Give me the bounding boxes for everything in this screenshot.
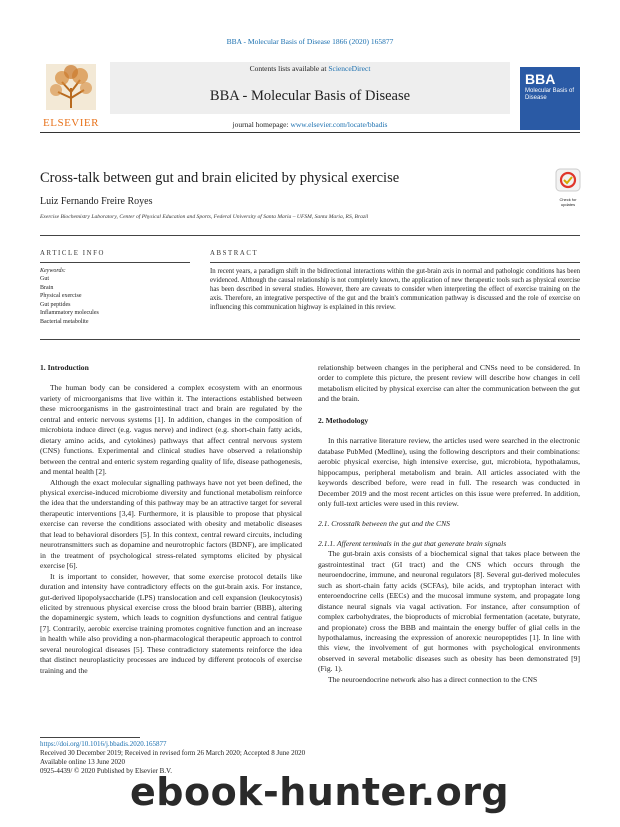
divider: [210, 262, 580, 263]
cover-title: BBA: [525, 71, 556, 87]
divider: [40, 235, 580, 236]
homepage-prefix: journal homepage:: [232, 120, 291, 129]
footnote-divider: [40, 737, 140, 738]
keyword: Brain: [40, 284, 54, 291]
copyright: 0925-4439/ © 2020 Published by Elsevier B.V.: [40, 767, 172, 775]
author-name: Luiz Fernando Freire Royes: [40, 196, 153, 207]
paragraph: Although the exact molecular signalling pathways have not yet been defined, the physical exercise-induced microbiome diversity and functional metabolism reinforce the idea that the understanding of this pathway may be an attractive target for several therapeutic interventions [3,4]. Furthermore, it is plausible to propose that physical exercise can reverse the conditions associated with obesity and metabolic diseases that lead to behavioral disorders [5]. In this context, central reward circuits, including neurotransmitters such as dopamine and neurotrophic factors (BDNF), are implicated in the treatment of psychological stress-related symptoms elicited by physical exercise [6].: [40, 477, 302, 571]
divider: [40, 339, 580, 340]
keyword: Bacterial metabolite: [40, 318, 89, 325]
contents-line: [110, 64, 510, 73]
check-updates-icon: [554, 168, 582, 192]
journal-homepage: [110, 120, 510, 129]
journal-citation[interactable]: BBA - Molecular Basis of Disease 1866 (2020) 165877: [226, 37, 394, 46]
doi-link[interactable]: https://doi.org/10.1016/j.bbadis.2020.165877: [40, 740, 167, 748]
abstract-text: In recent years, a paradigm shift in the bidirectional interactions within the gut-brain axis in normal and pathologic conditions has been evidenced. Although the causal relationship is not completely known, the application of new therapeutic tools such as physical exercise has been described in several studies. However, there are caveats to consider when interpreting the effect of exercise training on the axis. Therefore, an integrative perspective of the gut and the brain's communication pathway is discussed and the role of exercise on influencing this communication highway is explained in this review.: [210, 268, 580, 311]
right-column: [318, 363, 580, 685]
paragraph: The neuroendocrine network also has a direct connection to the CNS: [328, 674, 538, 684]
elsevier-logo: [40, 62, 102, 128]
journal-cover: [520, 67, 580, 130]
section-heading: 2. Methodology: [318, 415, 369, 425]
divider: [40, 262, 190, 263]
article-title: Cross-talk between gut and brain elicited by physical exercise: [40, 170, 400, 186]
received-dates: Received 30 December 2019; Received in revised form 26 March 2020; Accepted 8 June 2020: [40, 749, 306, 757]
paragraph: relationship between changes in the peripheral and CNSs need to be considered. In order to complete this picture, the present review will describe how changes in cell metabolism elicited by physical exercise can alter the communication between the gut and the brain.: [318, 363, 580, 404]
contents-prefix: Contents lists available at: [249, 64, 329, 73]
check-updates-label: Check for updates: [559, 197, 577, 207]
watermark: ebook-hunter.org: [130, 770, 510, 814]
available-online: Available online 13 June 2020: [40, 758, 126, 766]
sciencedirect-link[interactable]: ScienceDirect: [328, 64, 371, 73]
section-heading: 1. Introduction: [40, 363, 89, 372]
keyword: Gut peptides: [40, 301, 71, 308]
subsection-heading: 2.1. Crosstalk between the gut and the CNS: [318, 519, 450, 529]
paragraph: The human body can be considered a complex ecosystem with an enormous variety of microorganisms that live within it. The interactions established between these microorganisms in the gastrointestinal tract and brain are regulated by the central and enteric nervous systems [1]. In addition, changes in the composition of microbiota induce direct (e.g. vagus nerve) and indirect (e.g. short-chain fatty acids, dietary amino acids, and cytokines) pathways that affect central nervous system (CNS) functions. Experimental and clinical studies have observed a relationship between the central and enteric system regarding quality of life, disease pathogenesis, and mental health [2].: [40, 383, 302, 477]
keyword: Inflammatory molecules: [40, 310, 99, 316]
paragraph: The gut-brain axis consists of a biochemical signal that takes place between the gastrointestinal tract (GI tract) and the CNS which occurs through the neuroendocrine, immune, and neuronal regulators [8]. Several gut-derived molecules such as short-chain fatty acids (SCFAs), bile acids, and tryptophan interact with enteroendocrine cells (EECs) and the mucosal immune system, and propagate long distance neural signals via vagal activation. For instance, after consumption of complex carbohydrates, the bioproducts of microbial fermentation (acetate, butyrate, and propionate) cross the BBB and maintain the energy buffer of glial cells in the hypothalamus, increasing the expression of anorexic neuropeptides [1]. In line with this view, the involvement of gut hormones with psychological environments observed in several metabolic diseases such as obesity has been demonstrated [9] (Fig. 1).: [318, 549, 580, 674]
elsevier-wordmark: ELSEVIER: [43, 117, 99, 129]
journal-title: BBA - Molecular Basis of Disease: [209, 88, 411, 104]
cover-subtitle: Molecular Basis of Disease: [525, 88, 575, 101]
keyword: Gut: [40, 276, 49, 282]
left-column: [40, 363, 302, 676]
keyword: Physical exercise: [40, 293, 82, 299]
homepage-link[interactable]: www.elsevier.com/locate/bbadis: [290, 120, 388, 129]
abstract-heading: ABSTRACT: [210, 250, 259, 257]
keywords-label: Keywords:: [40, 268, 66, 274]
subsubsection-heading: 2.1.1. Afferent terminals in the gut that generate brain signals: [318, 538, 507, 548]
article-info-heading: ARTICLE INFO: [40, 250, 106, 257]
paragraph: In this narrative literature review, the articles used were searched in the electronic database PubMed (Medline), using the following descriptors and their combinations: aerobic physical exercise, high intensive exercise, gut, microbiota, hypothalamus, hippocampus, peripheral metabolism and brain. All articles associated with the keywords described before, were read in full. The research was conducted in December 2019 and the most recent articles on this issue were preferred. In addition, only full-text articles were used in this review.: [318, 436, 580, 508]
check-for-updates-badge[interactable]: [554, 168, 582, 207]
author-affiliation: Exercise Biochemistry Laboratory, Center of Physical Education and Sports, Federal University of Santa Maria – UFSM, Santa Maria, RS, Brazil: [40, 214, 369, 220]
paragraph: It is important to consider, however, that some exercise protocol details like duration and intensity have contradictory effects on the gut-brain axis. For instance, gut-derived lipopolysaccharide (LPS) translocation and cell expansion (leukocytosis) elicited by strenuous physical exercise cross the blood brain barrier (BBB), altering the dopaminergic system, which leads to cognition dysfunctions and central fatigue [7]. Contrarily, aerobic exercise training promotes cognitive function and an increase in health while also providing a non-pharmacological therapeutic approach to control several neurological diseases [5]. These contradictory statements reinforce the idea that distinct neuroplasticity processes are induced by different protocols of exercise training and the: [40, 571, 302, 675]
